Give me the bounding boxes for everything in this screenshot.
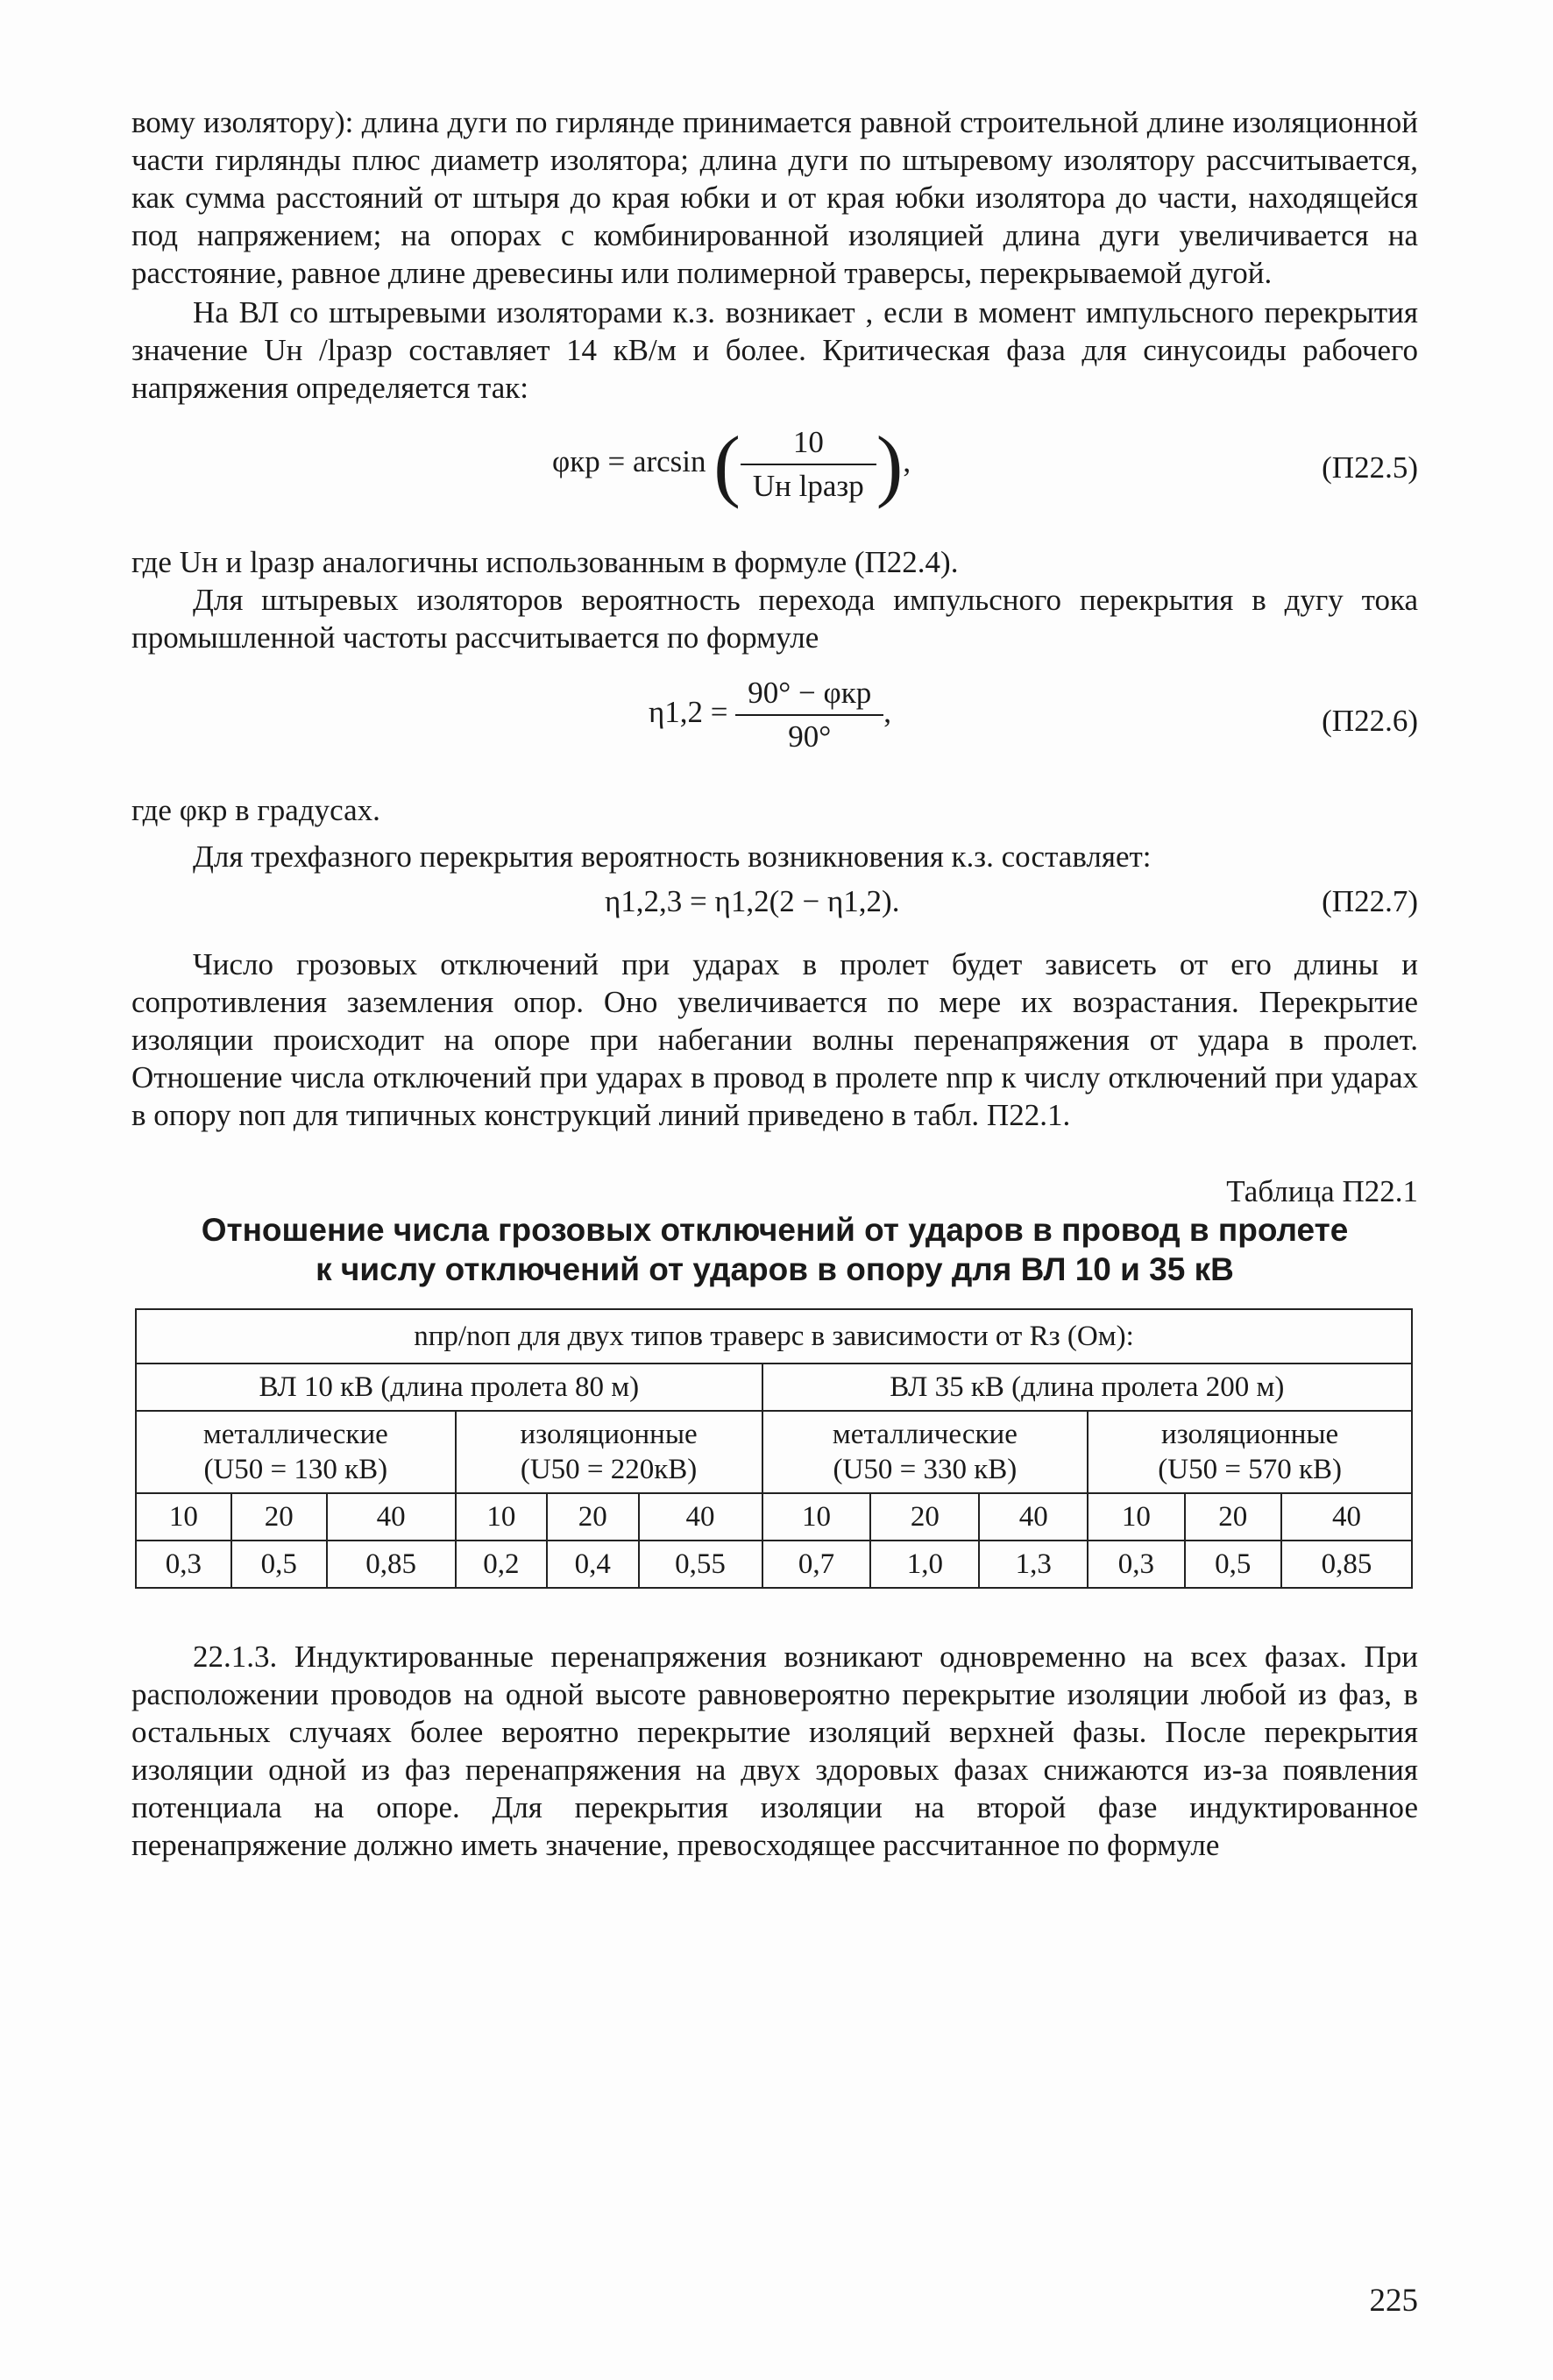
formula-6-tail: , [883,695,891,730]
formula-5-number: (П22.5) [1322,450,1418,485]
paragraph-6: Для трехфазного перекрытия вероятность возникновения к.з. составляет: [193,839,1152,874]
formula-5-denominator: Uн lразр [752,469,864,503]
table-subgroup-header: изоляционные (U50 = 570 кВ) [1088,1411,1412,1493]
formula-p22-7 [131,875,1418,928]
table-cell: 40 [1281,1493,1412,1541]
data-table [135,1308,1413,1589]
formula-6-denominator: 90° [788,719,832,754]
table-cell: 0,2 [456,1541,547,1588]
table-cell: 20 [1185,1493,1281,1541]
table-cell: 40 [639,1493,762,1541]
table-cell: 20 [547,1493,638,1541]
table-cell: 10 [762,1493,871,1541]
table-cell: 0,3 [1088,1541,1184,1588]
table-cell: 0,7 [762,1541,871,1588]
paragraph-8: 22.1.3. Индуктированные перенапряжения возникают одновременно на всех фазах. При расположении проводов на одной высоте равновероятно перекрытие изоляции любой из фаз, в остальных случаях более вероятно перекрытие изоляций верхней фазы. После перекрытия изоляции одной из фаз перенапряжения на двух здоровых фазах снижаются из-за появления потенциала на опоре. Для перекрытия изоляции на второй фазе индуктированное перенапряжение должно иметь значение, превосходящее рассчитанное по формуле [131,1640,1418,1862]
formula-p22-5: φкр = arcsin ( $\frac{10}{\text{Uн lразр}}$ ), (П22.5) [552,420,1418,509]
table-group-header: ВЛ 35 кВ (длина пролета 200 м) [762,1364,1412,1411]
paragraph-4: Для штыревых изоляторов вероятность перехода импульсного перекрытия в дугу тока промышленной частоты рассчитывается по формуле [131,583,1418,655]
formula-5-tail: , [903,444,911,479]
table-row-resistance [136,1493,1412,1541]
table-cell: 0,5 [1185,1541,1281,1588]
table-cell: 1,3 [979,1541,1088,1588]
formula-5-lhs: φкр = arcsin [552,444,706,479]
table-cell: 10 [1088,1493,1184,1541]
paragraph-3: где Uн и lразр аналогичны использованным в формуле (П22.4). [131,545,959,579]
formula-7-expression: η1,2,3 = η1,2(2 − η1,2). [605,884,900,918]
formula-6-numerator: 90° − φкр [735,676,883,716]
table-cell: 10 [456,1493,547,1541]
paragraph-5: где φкр в градусах. [131,793,380,827]
table-title-line-2: к числу отключений от ударов в опору для ВЛ 10 и 35 кВ [316,1251,1234,1287]
table-row-values [136,1541,1412,1588]
table-cell: 0,3 [136,1541,231,1588]
table-subgroup-header: металлические (U50 = 130 кВ) [136,1411,456,1493]
paragraph-2: На ВЛ со штыревыми изоляторами к.з. возникает , если в момент импульсного перекрытия значение Uн /lразр составляет 14 кВ/м и более. Критическая фаза для синусоиды рабочего напряжения определяется так: [131,295,1418,405]
table-cell: 0,4 [547,1541,638,1588]
table-title-line-1: Отношение числа грозовых отключений от ударов в провод в пролете [201,1212,1349,1248]
formula-6-lhs: η1,2 = [649,695,728,730]
table-subgroup-header: металлические (U50 = 330 кВ) [762,1411,1089,1493]
paragraph-7: Число грозовых отключений при ударах в пролет будет зависеть от его длины и сопротивления заземления опор. Оно увеличивается по мере их возрастания. Перекрытие изоляции происходит на опоре при набегании волны перенапряжения от удара в пролет. Отношение числа отключений при ударах в провод в пролете nпр к числу отключений при ударах в опору nоп для типичных конструкций линий приведено в табл. П22.1. [131,947,1418,1132]
table-cell: 10 [136,1493,231,1541]
table-label: Таблица П22.1 [1226,1174,1418,1208]
table-cell: 0,85 [327,1541,456,1588]
table-cell: 0,55 [639,1541,762,1588]
page-number: 225 [1369,2283,1418,2319]
table-cell: 20 [231,1493,327,1541]
table-cell: 20 [870,1493,979,1541]
table-cell: 0,85 [1281,1541,1412,1588]
formula-5-numerator: 10 [741,425,876,465]
table-cell: 40 [327,1493,456,1541]
page-body [131,103,1418,1864]
paragraph-1: вому изолятору): длина дуги по гирлянде принимается равной строительной длине изоляционной части гирлянды плюс диаметр изолятора; длина дуги по штыревому изолятору рассчитывается, как сумма расстояний от штыря до края юбки и от края юбки изолятора до части, находящейся под напряжением; на опорах с комбинированной изоляцией длина дуги увеличивается на расстояние, равное длине древесины или полимерной траверсы, перекрываемой дугой. [131,105,1418,290]
table-cell: 40 [979,1493,1088,1541]
formula-7-number: (П22.7) [1322,884,1418,918]
table-subgroup-header: изоляционные (U50 = 220кВ) [456,1411,762,1493]
table-cell: 0,5 [231,1541,327,1588]
formula-6-number: (П22.6) [1322,704,1418,738]
formula-p22-6 [131,656,1418,788]
table-group-header: ВЛ 10 кВ (длина пролета 80 м) [136,1364,762,1411]
table-header: nпр/nоп для двух типов траверс в зависимости от Rз (Ом): [136,1309,1412,1364]
table-cell: 1,0 [870,1541,979,1588]
